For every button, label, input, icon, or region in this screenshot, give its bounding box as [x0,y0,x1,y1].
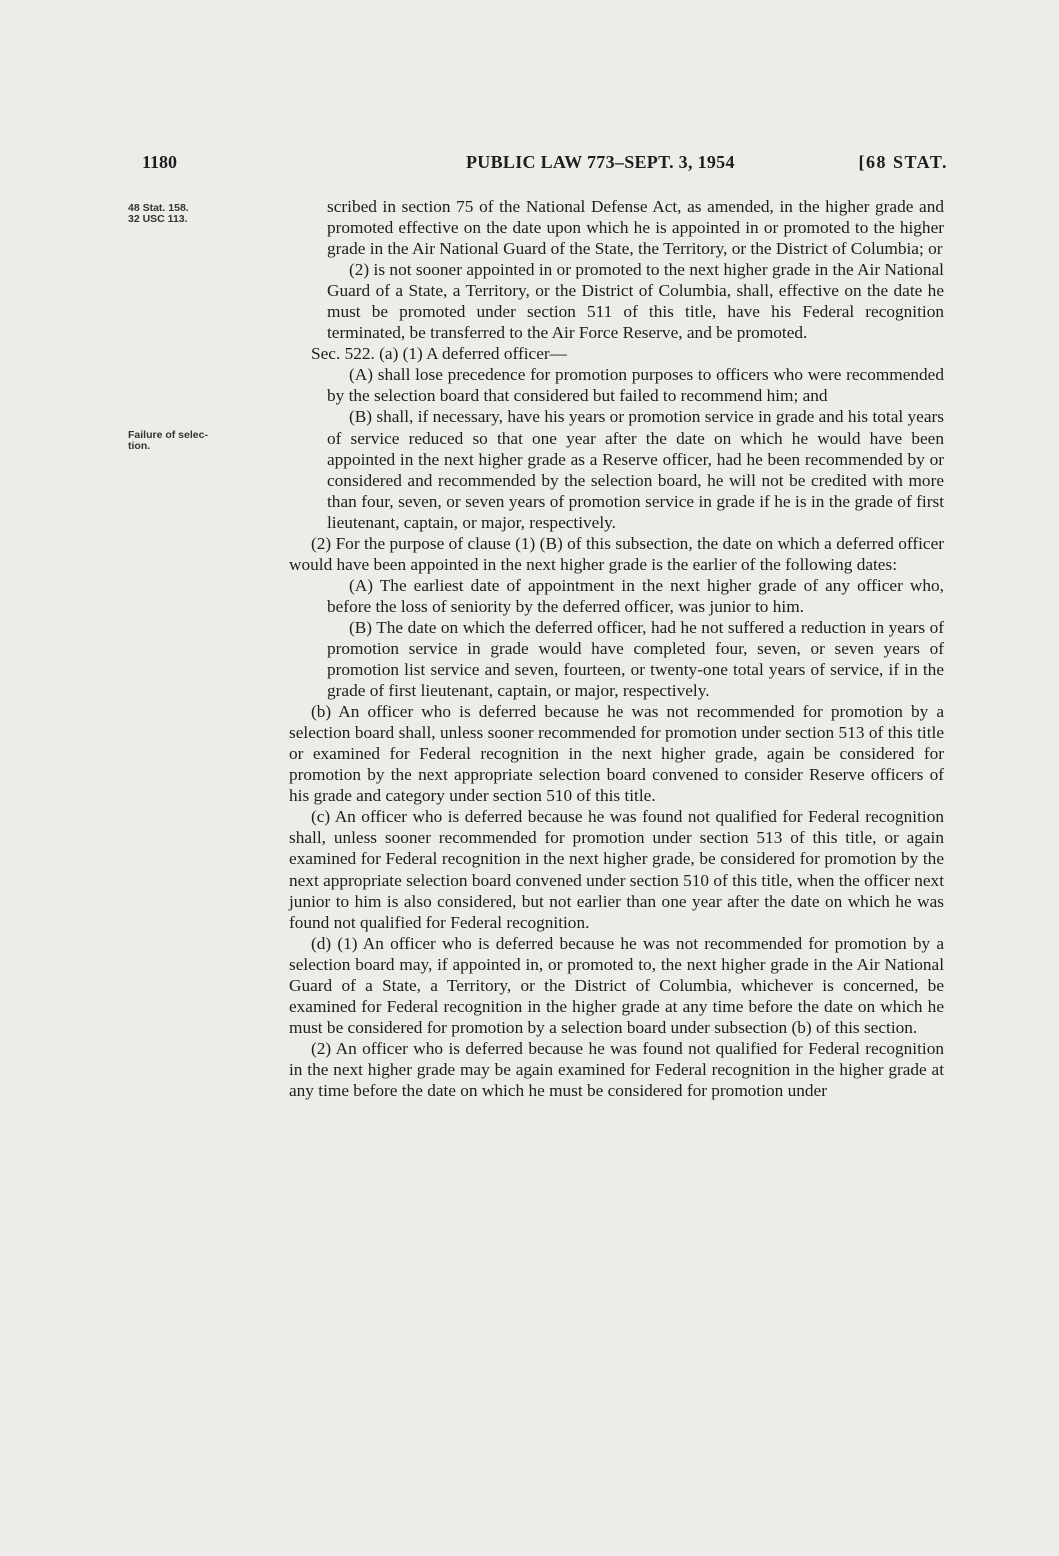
paragraph-section-522: Sec. 522. (a) (1) A deferred officer— [311,344,567,364]
margin-failure-line-1: Failure of selec- [128,429,208,441]
paragraph-date-a: (A) The earliest date of appointment in the next higher grade of any officer who, before the loss of seniority by the deferred officer, was junior to him. [327,575,944,616]
statute-body [289,196,944,1101]
margin-failure-line-2: tion. [128,440,151,452]
paragraph-subsection-d1: (d) (1) An officer who is deferred because he was not recommended for promotion by a selection board may, if appointed in, or promoted to, the next higher grade in the Air National Guard of a State, a Territory, or the District of Columbia, whichever is concerned, be examined for Federal recognition in the higher grade at any time before the date on which he must be considered for promotion by a selection board under subsection (b) of this section. [289,933,944,1037]
paragraph-subsection-2: (2) For the purpose of clause (1) (B) of this subsection, the date on which a deferred officer would have been appointed in the next higher grade is the earlier of the following dates: [289,533,944,574]
page-header [136,152,948,178]
margin-failure-note [128,430,268,452]
statute-reference: [68 STAT. [858,152,948,172]
paragraph-clause-a: (A) shall lose precedence for promotion purposes to officers who were recommended by the selection board that considered but failed to recommend him; and [327,365,944,406]
paragraph-clause-2: (2) is not sooner appointed in or promoted to the next higher grade in the Air National Guard of a State, a Territory, or the District of Columbia, shall, effective on the date he must be promoted under section 511 of this title, have his Federal recognition terminated, be transferred to the Air Force Reserve, and be promoted. [327,260,944,343]
running-title: PUBLIC LAW 773–SEPT. 3, 1954 [466,152,735,172]
paragraph-date-b: (B) The date on which the deferred officer, had he not suffered a reduction in years of promotion service in grade would have completed four, seven, or seven years of promotion list service and seven, fourteen, or twenty-one total years of service, if in the grade of first lieutenant, captain, or major, respectively. [327,617,944,701]
paragraph-subsection-b: (b) An officer who is deferred because he was not recommended for promotion by a selection board shall, unless sooner recommended for promotion under section 513 of this title or examined for Federal recognition in the next higher grade, again be considered for promotion by the next appropriate selection board convened to consider Reserve officers of his grade and category under section 510 of this title. [289,702,944,806]
paragraph-subsection-d2: (2) An officer who is deferred because he was found not qualified for Federal recognition in the next higher grade may be again examined for Federal recognition in the higher grade at any time before the date on which he must be considered for promotion under [289,1038,944,1100]
margin-citation-line-1: 48 Stat. 158. [128,202,189,214]
paragraph-clause-b: (B) shall, if necessary, have his years or promotion service in grade and his total years of service reduced so that one year after the date on which he would have been appointed in the next higher grade as a Reserve officer, had he been recommended by or considered and recommended by the selection board, he will not be credited with more than four, seven, or seven years of promotion service in grade if he is in the grade of first lieutenant, captain, or major, respectively. [327,407,944,532]
paragraph-continuation: scribed in section 75 of the National Defense Act, as amended, in the higher grade and promoted effective on the date upon which he is appointed in or promoted to the higher grade in the Air National Guard of the State, the Territory, or the District of Columbia; or [327,197,944,259]
margin-citation-line-2: 32 USC 113. [128,213,188,225]
margin-citation-note [128,203,268,225]
page-number: 1180 [142,152,178,172]
paragraph-subsection-c: (c) An officer who is deferred because he was found not qualified for Federal recognition shall, unless sooner recommended for promotion under section 513 of this title, or again examined for Federal recognition in the next higher grade, be considered for promotion by the next appropriate selection board convened under section 510 of this title, when the officer next junior to him is also considered, but not earlier than one year after the date on which he was found not qualified for Federal recognition. [289,807,944,932]
